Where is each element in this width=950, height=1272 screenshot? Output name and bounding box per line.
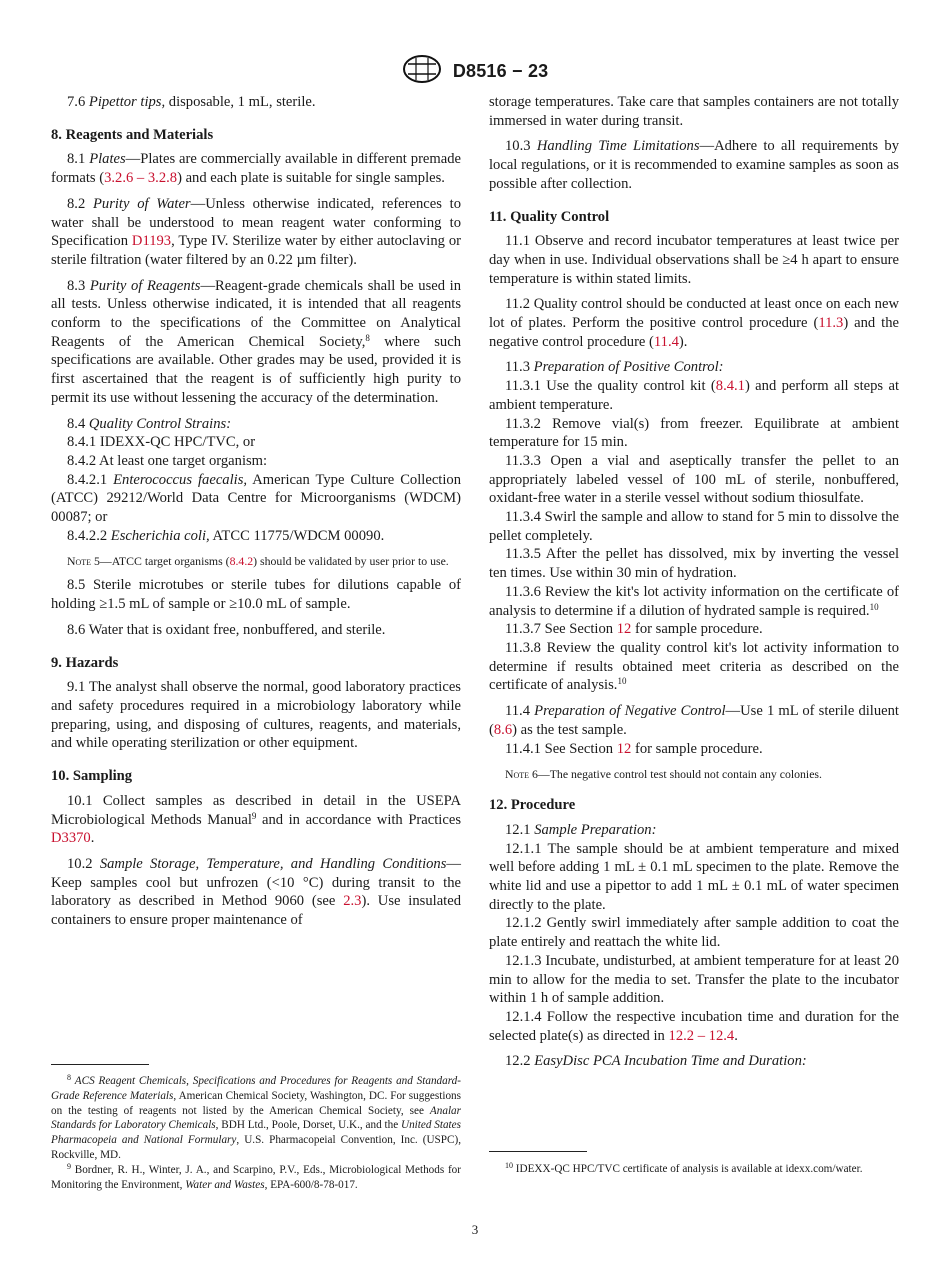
section-9-heading: 9. Hazards — [51, 654, 119, 671]
paragraph-11-3-1: 11.3.1 Use the quality control kit (8.4.1) and perform all steps at ambient temperature. — [489, 378, 899, 413]
paragraph-12-1-2: 12.1.2 Gently swirl immediately after sample addition to coat the plate entirely and reattach the white lid. — [489, 915, 899, 951]
paragraph-12-1: 12.1 Sample Preparation: — [505, 821, 657, 838]
paragraph-11-3: 11.3 Preparation of Positive Control: — [505, 359, 724, 376]
paragraph-10-1: 10.1 Collect samples as described in detail in the USEPA Microbiological Methods Manual$^9$ and in accordance with Practices D3370. — [51, 792, 461, 847]
paragraph-8-4-2-1: 8.4.2.1 Enterococcus faecalis, American Type Culture Collection (ATCC) 29212/World Data Centre for Microorganisms (WDCM) 00087; or — [51, 471, 461, 526]
left-column — [51, 93, 461, 930]
paragraph-8-4-1: 8.4.1 IDEXX-QC HPC/TVC, or — [67, 434, 256, 451]
paragraph-12-2: 12.2 EasyDisc PCA Incubation Time and Duration: — [505, 1053, 807, 1070]
paragraph-11-3-2: 11.3.2 Remove vial(s) from freezer. Equilibrate at ambient temperature for 15 min. — [489, 415, 899, 451]
paragraph-11-3-5: 11.3.5 After the pellet has dissolved, mix by inverting the vessel ten times. Use within 30 min of hydration. — [489, 546, 899, 582]
footnote-8: $^8$ ACS Reagent Chemicals, Specifications and Procedures for Reagents and Standard-Grade Reference Materials, American Chemical Society, Washington, DC. For suggestions on the testing of reagents not listed by the American Chemical Society, see Analar Standards for Laboratory Chemicals, BDH Ltd., Poole, Dorset, U.K., and the United States Pharmacopeia and National Formulary, U.S. Pharmacopeial Convention, Inc. (USPC), Rockville, MD. — [51, 1073, 461, 1161]
paragraph-8-4-2-2: 8.4.2.2 Escherichia coli, ATCC 11775/WDCM 00090. — [67, 527, 385, 544]
paragraph-8-5: 8.5 Sterile microtubes or sterile tubes for dilutions capable of holding ≥1.5 mL of sample or ≥10.0 mL of sample. — [51, 577, 461, 613]
link-3-2-6[interactable]: 3.2.6 – 3.2.8 — [104, 170, 178, 187]
link-d1193[interactable]: D1193 — [131, 233, 172, 250]
paragraph-12-1-3: 12.1.3 Incubate, undisturbed, at ambient temperature for at least 20 min to allow for the media to set. Transfer the plate to the incubator within 1 h of sample addition. — [489, 952, 899, 1007]
paragraph-11-2: 11.2 Quality control should be conducted at least once on each new lot of plates. Perform the positive control procedure (11.3) and the negative control procedure (11.4). — [489, 296, 899, 350]
right-column — [489, 93, 899, 1071]
paragraph-11-3-3: 11.3.3 Open a vial and aseptically transfer the pellet to an appropriately labeled vessel of 100 mL of sterile, nonbuffered, oxidant-free water in a sterile vessel without sodium thiosulfate. — [489, 452, 899, 507]
link-section-12[interactable]: 12 — [616, 621, 632, 638]
paragraph-11-4-1: 11.4.1 See Section 12 for sample procedure. — [505, 740, 763, 757]
link-d3370[interactable]: D3370 — [51, 830, 91, 847]
paragraph-8-4-2: 8.4.2 At least one target organism: — [67, 452, 268, 469]
section-10-heading: 10. Sampling — [51, 768, 133, 785]
paragraph-8-6: 8.6 Water that is oxidant free, nonbuffered, and sterile. — [67, 621, 386, 638]
paragraph-11-3-4: 11.3.4 Swirl the sample and allow to stand for 5 min to dissolve the pellet completely. — [489, 509, 899, 544]
paragraph-9-1: 9.1 The analyst shall observe the normal, good laboratory practices and safety procedures required in a microbiology laboratory while preparing, using, and disposing of cultures, reagents, and materials, and while operating sterilization or other equipment. — [51, 679, 461, 752]
paragraph-11-3-6: 11.3.6 Review the kit's lot activity information on the certificate of analysis to determine if a dilution of hydrated sample is required.$^{10}$ — [489, 583, 899, 619]
link-8-4-2[interactable]: 8.4.2 — [229, 554, 254, 569]
paragraph-11-3-8: 11.3.8 Review the quality control kit's lot activity information to determine if results obtained meet criteria as described on the certificate of analysis.$^{10}$ — [489, 639, 899, 694]
link-12-2-12-4[interactable]: 12.2 – 12.4 — [668, 1027, 735, 1044]
footnotes-right — [489, 1162, 899, 1177]
astm-logo-icon — [402, 54, 442, 89]
paragraph-10-3: 10.3 Handling Time Limitations—Adhere to all requirements by local regulations, or it is recommended to examine samples as soon as possible after collection. — [489, 138, 900, 192]
page-number: 3 — [471, 1222, 479, 1237]
link-11-4[interactable]: 11.4 — [653, 333, 679, 350]
paragraph-10-2-continued: storage temperatures. Take care that samples containers are not totally immersed in water during transit. — [489, 94, 899, 129]
paragraph-12-1-4: 12.1.4 Follow the respective incubation time and duration for the selected plate(s) as directed in 12.2 – 12.4. — [489, 1008, 899, 1044]
footnote-rule-left — [51, 1064, 149, 1065]
footnotes-left — [51, 1074, 461, 1192]
note-6: Note 6—The negative control test should not contain any colonies. — [505, 767, 822, 782]
paragraph-11-1: 11.1 Observe and record incubator temperatures at least twice per day when in use. Individual observations shall be ≥4 h apart to ensure temperature is within stated limits. — [489, 233, 899, 287]
note-5: Note 5—ATCC target organisms (8.4.2) should be validated by user prior to use. — [67, 554, 449, 569]
paragraph-8-2: 8.2 Purity of Water—Unless otherwise indicated, references to water shall be understood to mean reagent water conforming to Specification D1193, Type IV. Sterilize water by either autoclaving or sterile filtration (water filtered by an 0.22 µm filter). — [51, 195, 462, 268]
paragraph-11-3-7: 11.3.7 See Section 12 for sample procedure. — [505, 621, 763, 638]
page-header — [0, 54, 950, 89]
document-designation: D8516 − 23 — [452, 61, 549, 81]
link-8-6[interactable]: 8.6 — [493, 721, 513, 738]
link-8-4-1[interactable]: 8.4.1 — [715, 378, 745, 395]
paragraph-11-4: 11.4 Preparation of Negative Control—Use 1 mL of sterile diluent (8.6) as the test sample. — [489, 703, 899, 738]
paragraph-8-1: 8.1 Plates—Plates are commercially available in different premade formats (3.2.6 – 3.2.8) and each plate is suitable for single samples. — [51, 151, 462, 187]
section-8-heading: 8. Reagents and Materials — [51, 126, 214, 143]
footnote-9: $^9$ Bordner, R. H., Winter, J. A., and Scarpino, P.V., Eds., Microbiological Methods for Monitoring the Environment, Water and Wastes, EPA-600/8-78-017. — [51, 1161, 461, 1191]
link-11-3[interactable]: 11.3 — [818, 315, 844, 332]
section-11-heading: 11. Quality Control — [489, 208, 610, 225]
paragraph-8-3: 8.3 Purity of Reagents—Reagent-grade chemicals shall be used in all tests. Unless otherwise indicated, it is intended that all reagents conform to the specifications of the Committee on Analytical Reagents of the American Chemical Society,$^8$ where such specifications are available. Other grades may be used, provided it is first ascertained that the reagent is of sufficiently high purity to permit its use without lessening the accuracy of the determination. — [51, 277, 461, 406]
paragraph-7-6: 7.6 Pipettor tips, disposable, 1 mL, sterile. — [67, 94, 316, 110]
link-2-3[interactable]: 2.3 — [343, 893, 362, 910]
link-section-12-b[interactable]: 12 — [616, 740, 632, 757]
paragraph-10-2: 10.2 Sample Storage, Temperature, and Handling Conditions—Keep samples cool but unfrozen (<10 °C) during transit to the laboratory as described in Method 9060 (see 2.3). Use insulated containers to ensure proper maintenance of — [51, 855, 461, 929]
paragraph-12-1-1: 12.1.1 The sample should be at ambient temperature and mixed well before adding 1 mL ± 0.1 mL specimen to the plate. Remove the white lid and use a pipettor to add 1 mL ± 0.1 mL of water specimen directly to the plate. — [489, 840, 899, 913]
footnote-rule-right — [489, 1151, 587, 1152]
paragraph-8-4: 8.4 Quality Control Strains: — [67, 415, 232, 432]
section-12-heading: 12. Procedure — [489, 797, 576, 814]
footnote-10: $^{10}$ IDEXX-QC HPC/TVC certificate of analysis is available at idexx.com/water. — [505, 1161, 863, 1175]
